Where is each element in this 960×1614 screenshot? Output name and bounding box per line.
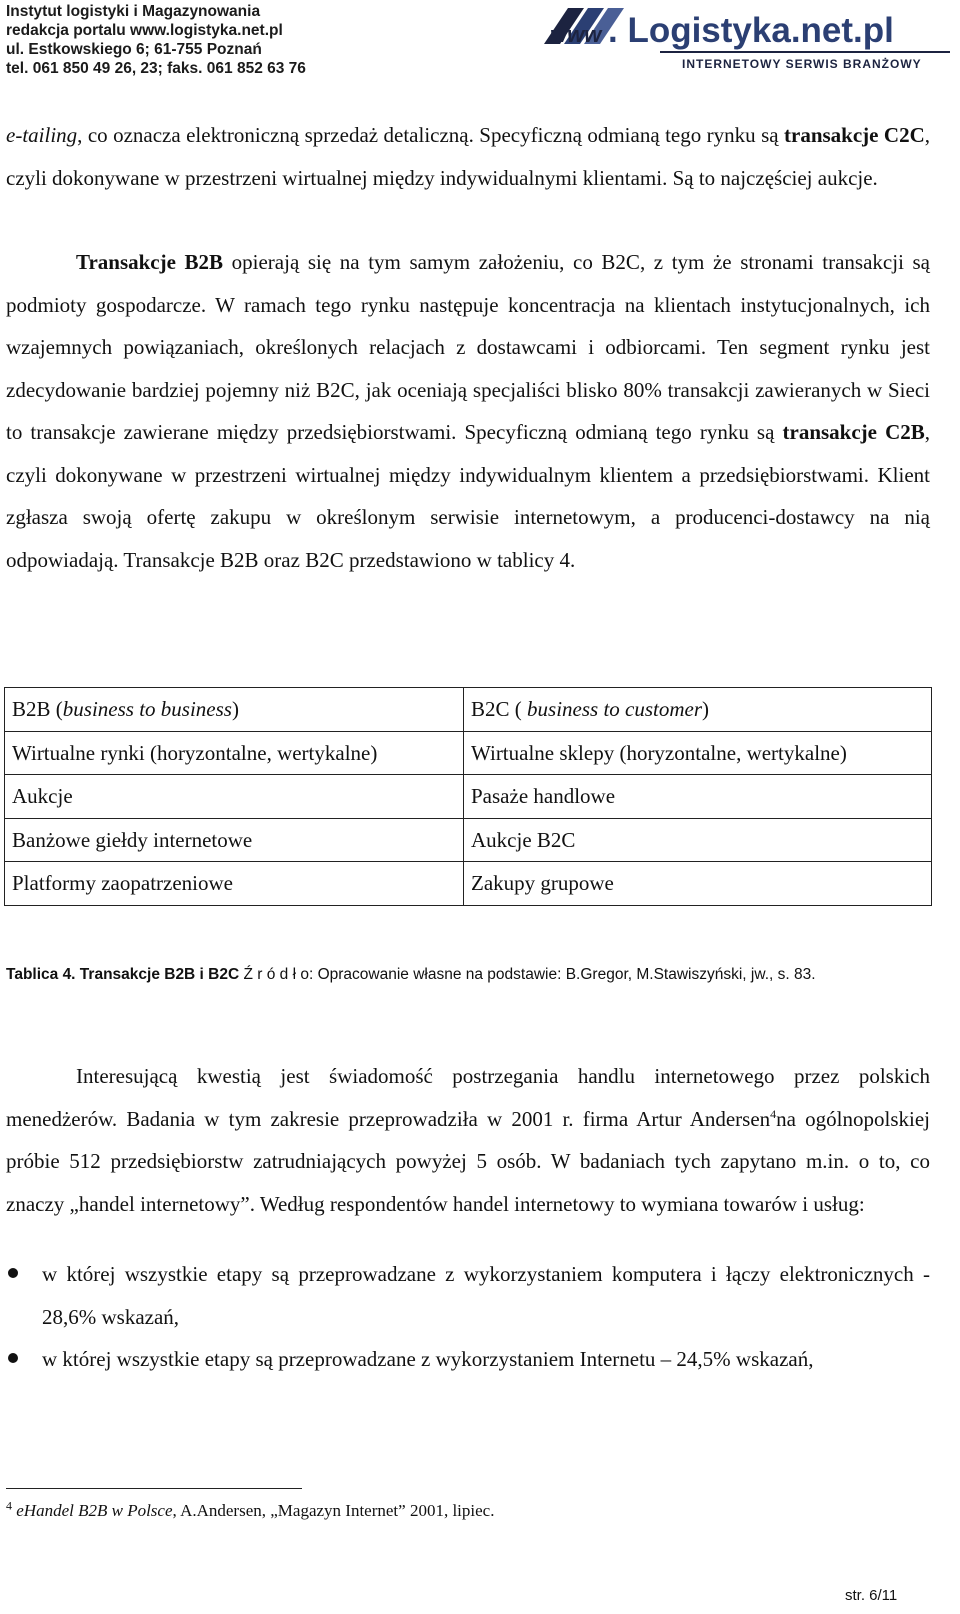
text-span: business to business [62,697,232,721]
text-span: na ogólnopolskiej próbie 512 przedsiębiorstw zatrudniających powyżej 5 osób. W badaniach tych zapytano m.in. o to, co znaczy „handel internetowy”. Według respondentów handel internetowy to wymiana towarów i usług: [6,1106,930,1216]
table-cell: Platformy zaopatrzeniowe [5,862,464,906]
table-header-row [5,688,932,732]
logo-www-text: www [550,22,602,47]
table-cell: Aukcje B2C [464,818,932,862]
text-span: , czyli dokonywane w przestrzeni wirtualnej między indywidualnymi klientami. Są to najczęściej aukcje. [6,123,930,190]
footnote-number: 4 [6,1498,12,1513]
text-span: B2C ( [471,697,528,721]
address-line: ul. Estkowskiego 6; 61-755 Poznań [6,41,262,58]
text-span: w której wszystkie etapy są przeprowadzane z wykorzystaniem komputera i łączy elektronicznych - 28,6% wskazań, [42,1262,930,1329]
paragraph-survey [6,1055,930,1225]
term-b2b: Transakcje B2B [76,250,224,274]
table-cell: Aukcje [5,775,464,819]
text-span: ) [231,697,239,721]
term-c2c: transakcje C2C [784,123,925,147]
term-c2b: transakcje C2B [782,420,925,444]
table-caption [6,961,936,989]
text-span: , czyli dokonywane w przestrzeni wirtualnej między indywidualnym klientem a przedsiębiorstwami. Klient zgłasza swoją ofertę zakupu w określonym serwisie internetowym, a producenci-dostawcy na nią odpowiadają. Transakcje B2B oraz B2C przedstawiono w tablicy 4. [6,420,931,572]
text-span: Interesującą kwestią jest świadomość postrzegania handlu internetowego przez polskich menedżerów. Badania w tym zakresie przeprowadziła w 2001 r. firma Artur Andersen [6,1064,930,1131]
header-cell-b2c [464,688,932,732]
logistyka-logo [540,0,955,78]
editorial-line: redakcja portalu www.logistyka.net.pl [6,22,283,39]
page-header [0,0,960,80]
text-span: ) [702,697,710,721]
text-span: opierają się na tym samym założeniu, co B2C, z tym że stronami transakcji są podmioty gospodarcze. W ramach tego rynku następuje koncentracja na klientach instytucjonalnych, ich wzajemnych powiązaniach, określonych relacjach z dostawcami i odbiorcami. Ten segment rynku jest zdecydowanie bardziej pojemny niż B2C, jak oceniają specjaliści blisko 80% transakcji zawieranych w Sieci to transakcje zawierane między przedsiębiorstwami. Specyficzną odmianą tego rynku są [6,250,930,444]
text-span: w której wszystkie etapy są przeprowadzane z wykorzystaniem Internetu – 24,5% wskazań, [42,1347,814,1371]
logo-tagline: INTERNETOWY SERWIS BRANŻOWY [682,57,922,71]
survey-bullet-list [6,1253,930,1381]
text-span: business to customer [527,697,703,721]
list-item [6,1338,930,1381]
institute-name: Instytut logistyki i Magazynowania [6,3,261,20]
footnote-rest: , A.Andersen, „Magazyn Internet” 2001, lipiec. [172,1501,495,1520]
footnote-ref: 4 [770,1106,777,1121]
term-etailing: e-tailing [6,123,78,147]
comparison-table [4,687,932,906]
logo-name-text: . Logistyka.net.pl [608,11,894,50]
table-cell: Zakupy grupowe [464,862,932,906]
bullet-icon [8,1353,18,1363]
table-row [5,775,932,819]
page-number: str. 6/11 [845,1587,898,1604]
phone-line: tel. 061 850 49 26, 23; faks. 061 852 63 76 [6,60,306,77]
table-cell: Wirtualne sklepy (horyzontalne, wertykalne) [464,731,932,775]
table-cell: Wirtualne rynki (horyzontalne, wertykalne) [5,731,464,775]
footnote [6,1500,494,1522]
text-span: , co oznacza elektroniczną sprzedaż detaliczną. Specyficzną odmianą tego rynku są [77,123,784,147]
text-span: B2B ( [12,697,63,721]
table-cell: Banżowe giełdy internetowe [5,818,464,862]
footnote-title: eHandel B2B w Polsce [16,1501,173,1520]
paragraph-etailing [6,114,930,199]
institute-address-block [6,2,306,78]
header-cell-b2b [5,688,464,732]
bullet-icon [8,1268,18,1278]
table-row [5,818,932,862]
table-cell: Pasaże handlowe [464,775,932,819]
table-row [5,862,932,906]
caption-source: Ź r ó d ł o: Opracowanie własne na podstawie: B.Gregor, M.Stawiszyński, jw., s. 83. [239,966,816,983]
list-item [6,1253,930,1338]
caption-label: Tablica 4. Transakcje B2B i B2C [6,966,240,983]
footnote-divider [6,1488,302,1489]
table-row [5,731,932,775]
paragraph-b2b [6,241,930,581]
